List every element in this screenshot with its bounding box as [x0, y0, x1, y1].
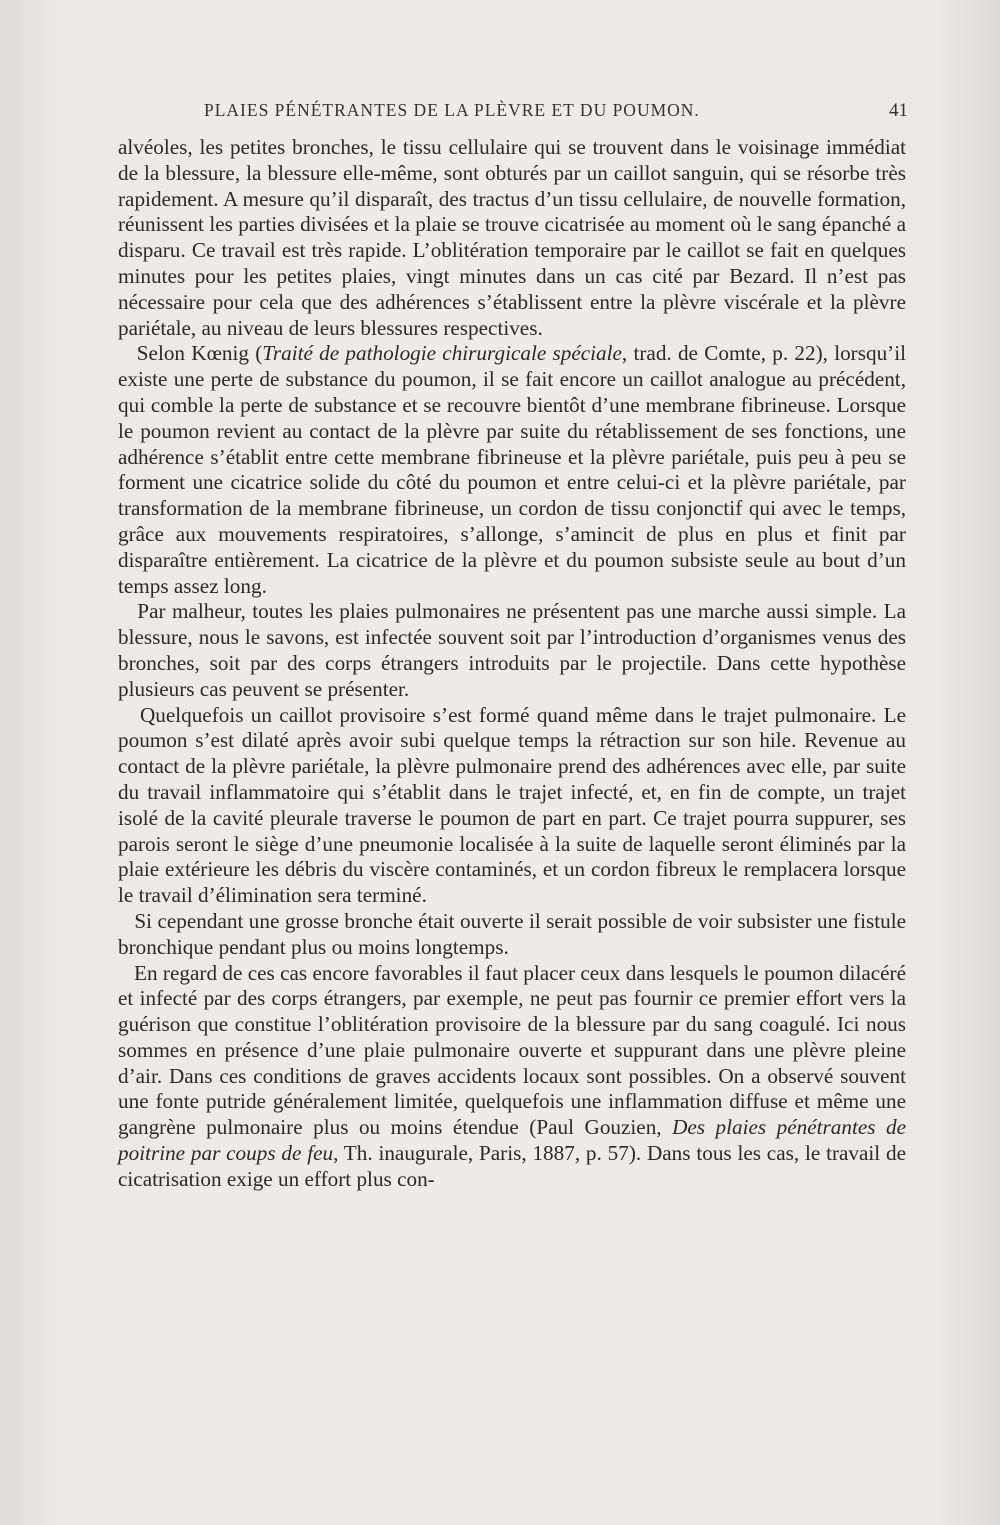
paragraph-1 [118, 135, 906, 341]
paragraph-5 [118, 909, 906, 961]
paragraph-text: En regard de ces cas encore favorables il faut placer ceux dans lesquels le poumon dilacéré et infecté par des corps étrangers, par exemple, ne peut pas fournir ce premier effort vers la guérison que constitue l’oblitération provisoire de la blessure par du sang coagulé. Ici nous sommes en présence d’une plaie pulmonaire ouverte et suppurant dans une plèvre pleine d’air. Dans ces conditions de graves accidents locaux sont possibles. On a observé souvent une fonte putride généralement limitée, quelquefois une inflammation diffuse et même une gangrène pulmonaire plus ou moins étendue (Paul Gouzien, [118, 960, 906, 1140]
paragraph-text: Quelquefois un caillot provisoire s’est formé quand même dans le trajet pulmonaire. Le poumon s’est dilaté après avoir subi quelque temps la rétraction sur son hile. Revenue au contact de la plèvre pariétale, la plèvre pulmonaire prend des adhérences avec elle, par suite du travail inflammatoire qui s’établit dans le trajet infecté, et, en fin de compte, un trajet isolé de la cavité pleurale traverse le poumon de part en part. Ce trajet pourra suppurer, ses parois seront le siège d’une pneumonie localisée à la suite de laquelle seront éliminés par la plaie extérieure les débris du viscère contaminés, et un cordon fibreux le remplacera lorsque le travail d’élimination sera terminé. [118, 702, 906, 908]
paragraph-text: , trad. de Comte, p. 22), lorsqu’il existe une perte de substance du poumon, il se fait encore un caillot analogue au précédent, qui comble la perte de substance et se recouvre bientôt d’une membrane fibrineuse. Lorsque le poumon revient au contact de la plèvre par suite du rétablissement de ses fonctions, une adhérence s’établit entre cette membrane fibrineuse et la plèvre pariétale, puis peu à peu se forment une cicatrice solide du côté du poumon et entre celui-ci et la plèvre pariétale, par transformation de la membrane fibrineuse, un cordon de tissu conjonctif qui avec le temps, grâce aux mouvements respiratoires, s’allonge, s’amincit de plus en plus et finit par disparaître entièrement. La cicatrice de la plèvre et du poumon subsiste seule au bout d’un temps assez long. [118, 341, 906, 598]
paragraph-text: Si cependant une grosse bronche était ouverte il serait possible de voir subsister une fistule bronchique pendant plus ou moins longtemps. [118, 908, 907, 959]
paragraph-text: Par malheur, toutes les plaies pulmonaires ne présentent pas une marche aussi simple. La blessure, nous le savons, est infectée souvent soit par l’introduction d’organismes venus des bronches, soit par des corps étrangers introduits par le projectile. Dans cette hypothèse plusieurs cas peuvent se présenter. [118, 599, 906, 701]
paragraph-4 [118, 703, 906, 909]
running-header [118, 100, 908, 130]
paragraph-text: , Th. inaugurale, Paris, 1887, p. 57). Dans tous les cas, le travail de cicatrisation exige un effort plus con- [118, 1141, 906, 1191]
paragraph-text: alvéoles, les petites bronches, le tissu cellulaire qui se trouvent dans le voisinage immédiat de la blessure, la blessure elle-même, sont obturés par un caillot sanguin, qui se résorbe très rapidement. A mesure qu’il disparaît, des tractus d’un tissu cellulaire, de nouvelle formation, réunissent les parties divisées et la plaie se trouve cicatrisée au moment où le sang épanché a disparu. Ce travail est très rapide. L’oblitération temporaire par le caillot se fait en quelques minutes pour les petites plaies, vingt minutes dans un cas cité par Bezard. Il n’est pas nécessaire pour cela que des adhérences s’établissent entre la plèvre viscérale et la plèvre pariétale, au niveau de leurs blessures respectives. [118, 135, 906, 340]
page-number: 41 [889, 100, 908, 121]
paragraph-2 [118, 341, 906, 599]
paragraph-text: Selon Kœnig ( [136, 341, 263, 366]
running-title: PLAIES PÉNÉTRANTES DE LA PLÈVRE ET DU POUMON. [204, 100, 700, 120]
paragraph-6 [118, 961, 906, 1193]
paragraph-3 [118, 599, 906, 702]
body-text [118, 135, 906, 1193]
italic-title: Traité de pathologie chirurgicale spéciale [262, 341, 622, 366]
italic-title: Des plaies pénétrantes de poitrine par coups de feu [118, 1115, 906, 1166]
